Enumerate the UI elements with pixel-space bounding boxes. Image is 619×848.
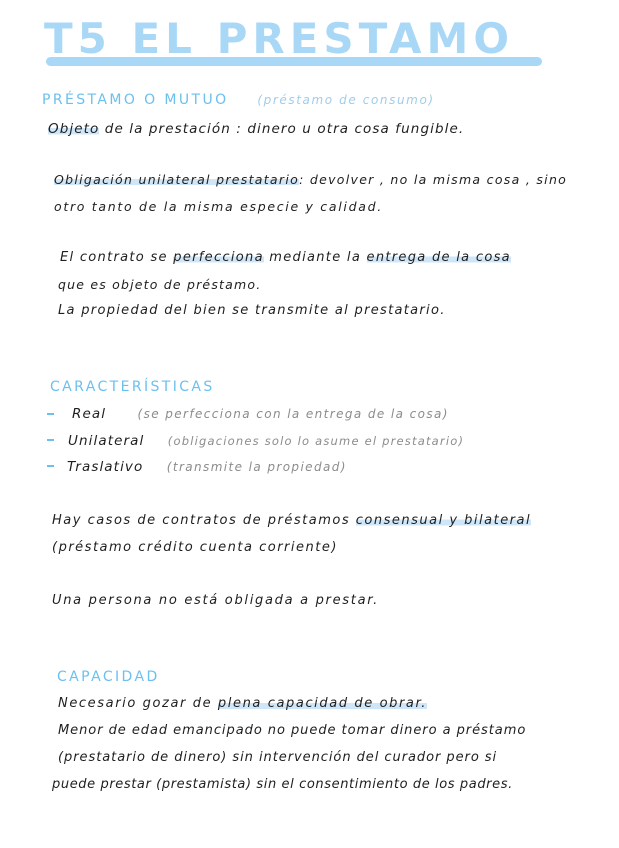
char-note: (obligaciones solo lo asume el prestatario) <box>167 434 465 448</box>
menor-line-2: (prestatario de dinero) sin intervención del curador pero si <box>58 750 498 765</box>
char-note: (se perfecciona con la entrega de la cosa) <box>137 407 449 421</box>
highlight-consensual: consensual y bilateral <box>355 513 532 528</box>
heading-note: (préstamo de consumo) <box>257 93 435 107</box>
highlight-perfecciona: perfecciona <box>173 250 264 265</box>
obligada-line: Una persona no está obligada a prestar. <box>52 593 379 608</box>
necesario-text: Necesario gozar de <box>58 696 218 711</box>
menor-line-3: puede prestar (prestamista) sin el consentimiento de los padres. <box>52 777 513 792</box>
highlight-objeto: Objeto <box>48 121 100 137</box>
page-title: T5 EL PRESTAMO <box>44 14 515 63</box>
menor-line-1: Menor de edad emancipado no puede tomar dinero a préstamo <box>58 723 527 738</box>
contrato-text-c: mediante la <box>263 250 367 265</box>
section-heading-capacidad: CAPACIDAD <box>57 669 160 685</box>
char-label: Unilateral <box>68 433 145 449</box>
bullet-dash <box>47 465 54 467</box>
objeto-text: de la prestación : dinero u otra cosa fungible. <box>99 121 465 137</box>
bullet-dash <box>47 439 54 441</box>
char-note: (transmite la propiedad) <box>166 460 347 474</box>
contrato-line-2: que es objeto de préstamo. <box>58 277 262 292</box>
casos-text: Hay casos de contratos de préstamos <box>52 513 356 528</box>
objeto-line <box>48 121 464 137</box>
obligacion-line <box>54 172 567 187</box>
contrato-text-a: El contrato se <box>60 250 174 265</box>
highlight-obligacion: Obligación unilateral prestatario <box>54 172 300 187</box>
obligacion-text: : devolver , no la misma cosa , sino <box>299 172 568 187</box>
bullet-dash <box>47 413 54 415</box>
section-heading-prestamo <box>42 92 435 108</box>
char-item-real <box>72 406 449 422</box>
casos-line-2: (préstamo crédito cuenta corriente) <box>52 540 338 555</box>
char-label: Traslativo <box>67 459 144 475</box>
char-item-traslativo <box>67 459 347 475</box>
section-heading-caracteristicas: CARACTERÍSTICAS <box>50 379 215 395</box>
propiedad-line: La propiedad del bien se transmite al prestatario. <box>58 303 446 318</box>
highlight-capacidad: plena capacidad de obrar. <box>217 696 427 711</box>
contrato-line <box>60 250 511 265</box>
heading-text: PRÉSTAMO O MUTUO <box>42 92 229 108</box>
obligacion-line-2: otro tanto de la misma especie y calidad. <box>54 199 383 214</box>
highlight-entrega: entrega de la cosa <box>366 250 511 265</box>
char-item-unilateral <box>68 433 464 449</box>
necesario-line <box>58 696 427 711</box>
casos-line <box>52 513 531 528</box>
char-label: Real <box>72 406 107 422</box>
